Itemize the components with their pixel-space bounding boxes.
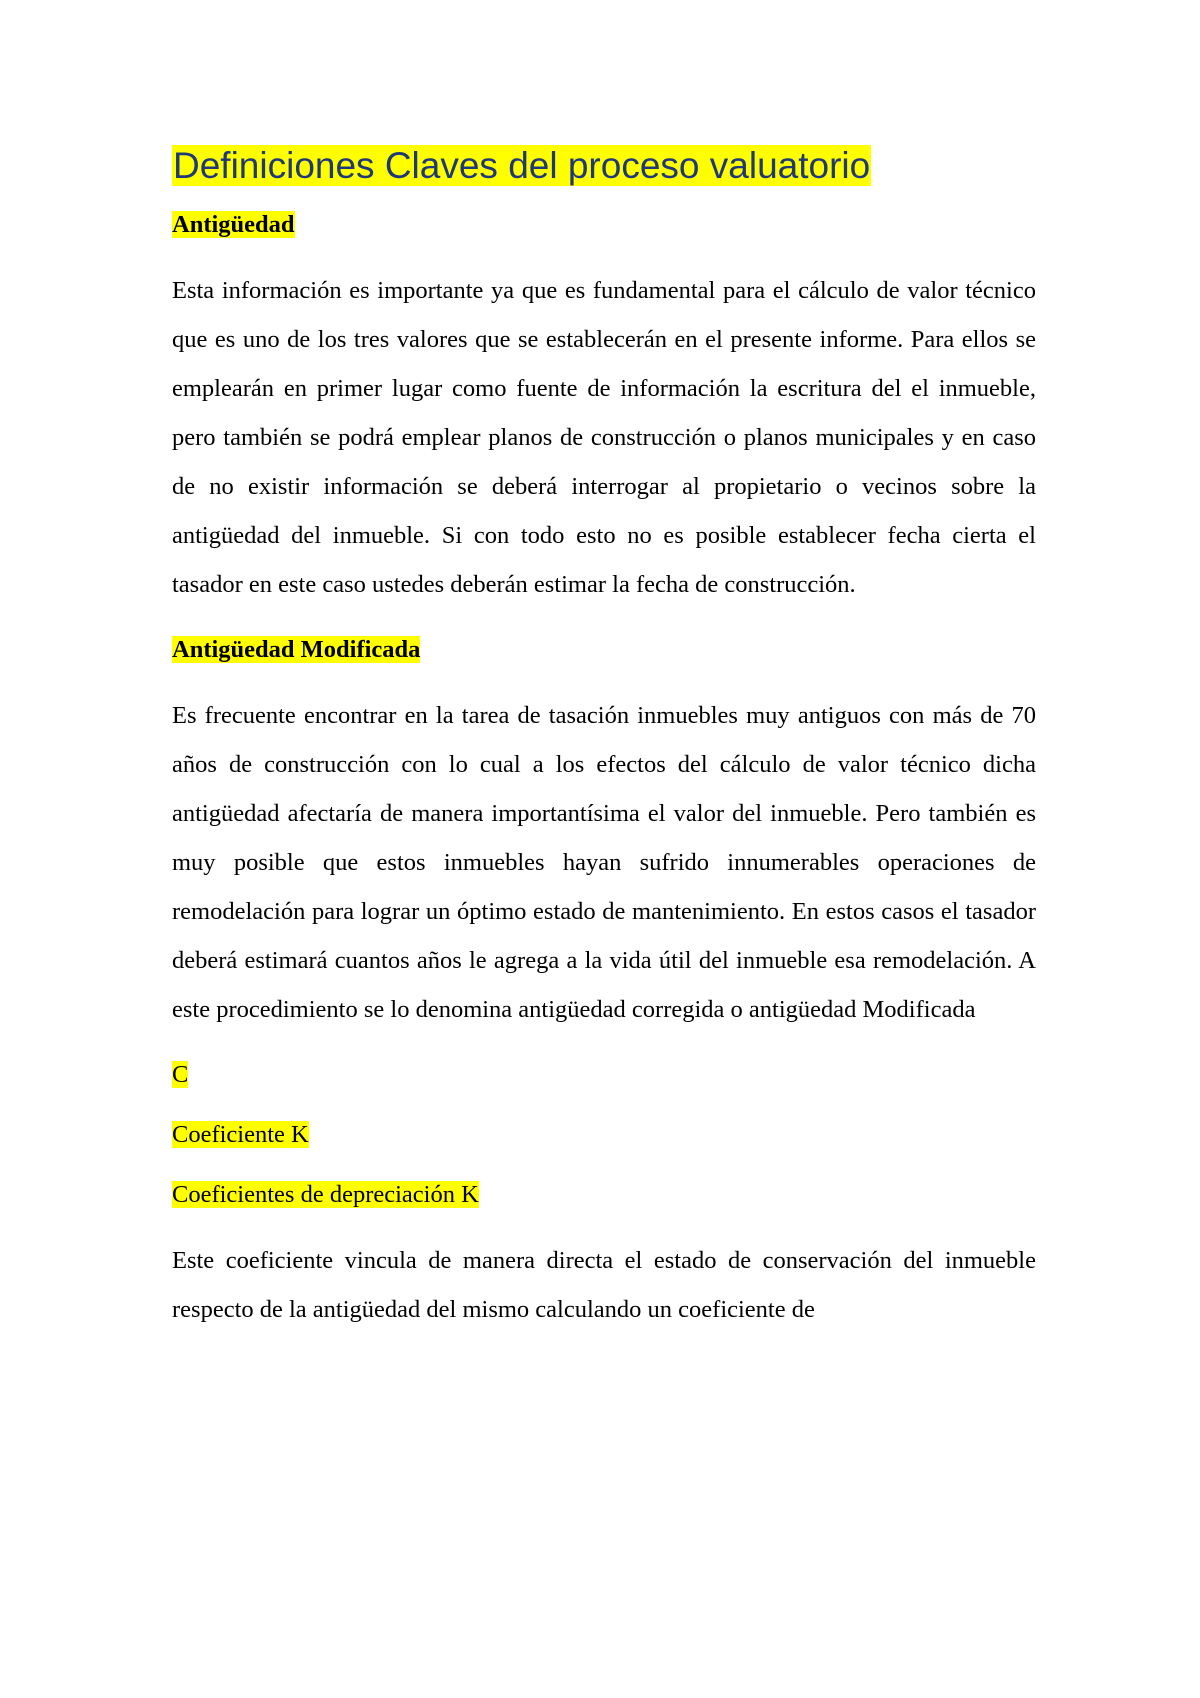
document-title <box>172 140 1036 192</box>
section-heading-antiguedad-modificada: Antigüedad Modificada <box>172 636 421 663</box>
section-body-coeficientes-depreciacion-k: Este coeficiente vincula de manera directa el estado de conservación del inmueble respecto de la antigüedad del mismo calculando un coeficiente de <box>172 1247 1036 1323</box>
section-heading-letter-c: C <box>172 1061 189 1088</box>
section-heading-coeficiente-k: Coeficiente K <box>172 1121 309 1148</box>
document-page <box>172 140 1036 1334</box>
section-body-antiguedad: Esta información es importante ya que es fundamental para el cálculo de valor técnico que es uno de los tres valores que se establecerán en el presente informe. Para ellos se emplearán en primer lugar como fuente de información la escritura del el inmueble, pero también se podrá emplear planos de construcción o planos municipales y en caso de no existir información se deberá interrogar al propietario o vecinos sobre la antigüedad del inmueble. Si con todo esto no es posible establecer fecha cierta el tasador en este caso ustedes deberán estimar la fecha de construcción. <box>172 277 1036 598</box>
section-heading-coeficientes-depreciacion-k: Coeficientes de depreciación K <box>172 1181 479 1208</box>
section-body-antiguedad-modificada: Es frecuente encontrar en la tarea de tasación inmuebles muy antiguos con más de 70 años de construcción con lo cual a los efectos del cálculo de valor técnico dicha antigüedad afectaría de manera importantísima el valor del inmueble. Pero también es muy posible que estos inmuebles hayan sufrido innumerables operaciones de remodelación para lograr un óptimo estado de mantenimiento. En estos casos el tasador deberá estimará cuantos años le agrega a la vida útil del inmueble esa remodelación. A este procedimiento se lo denomina antigüedad corregida o antigüedad Modificada <box>172 702 1036 1023</box>
section-heading-antiguedad: Antigüedad <box>172 211 295 238</box>
document-title-text: Definiciones Claves del proceso valuatorio <box>173 145 871 186</box>
